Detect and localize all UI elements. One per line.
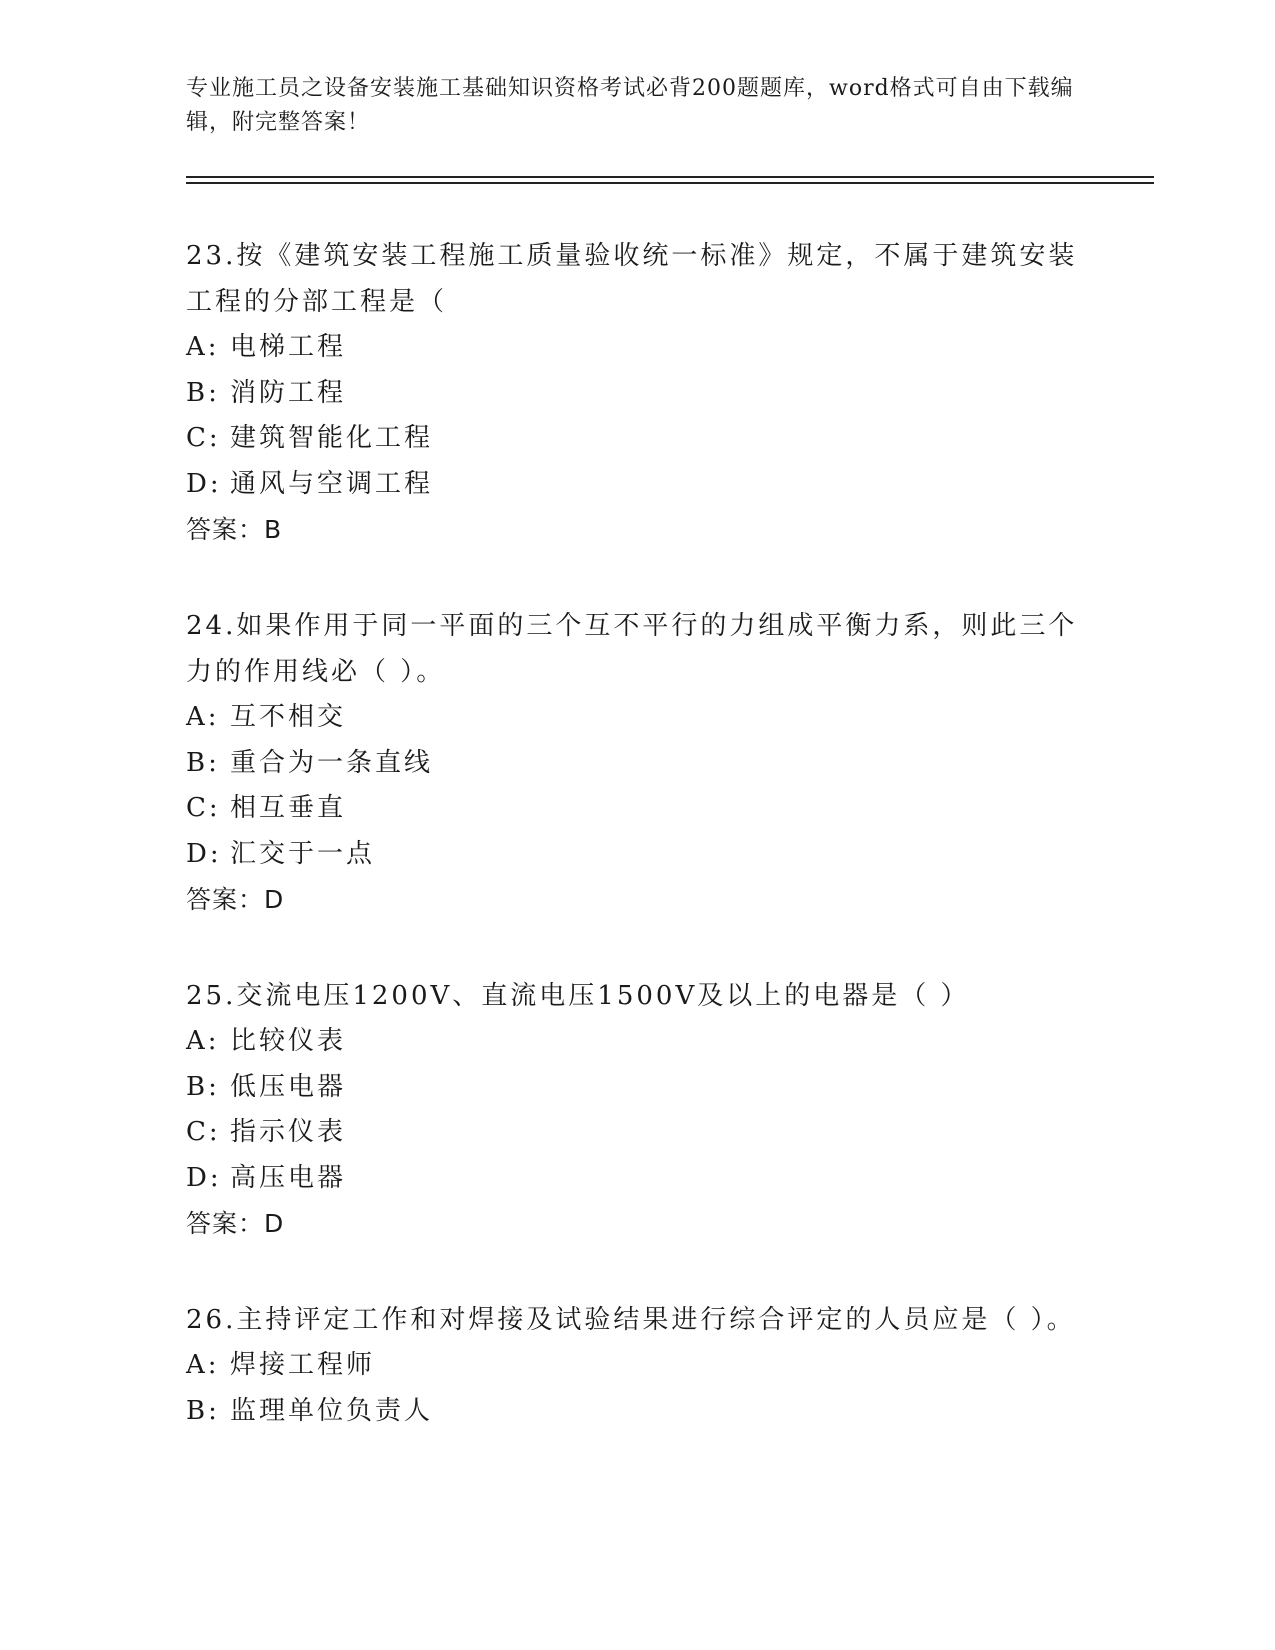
option-text: 低压电器 [230, 1071, 347, 1102]
answer-value: D [264, 885, 285, 914]
option-b [186, 1065, 1086, 1111]
option-d [186, 832, 1086, 878]
option-text: 汇交于一点 [230, 838, 376, 869]
option-b [186, 741, 1086, 787]
question-23 [186, 233, 1086, 553]
answer-label: 答案： [186, 1209, 265, 1238]
question-list [186, 233, 1086, 1484]
option-text: 监理单位负责人 [230, 1395, 434, 1426]
question-text: 24.如果作用于同一平面的三个互不平行的力组成平衡力系，则此三个力的作用线必（ ）。 [186, 611, 1078, 687]
answer-value: D [264, 1209, 285, 1238]
option-c [186, 786, 1086, 832]
option-text: 重合为一条直线 [230, 747, 434, 778]
option-d [186, 1156, 1086, 1202]
document-header: 专业施工员之设备安装施工基础知识资格考试必背200题题库，word格式可自由下载编辑，附完整答案！ [186, 76, 1074, 135]
question-text: 23.按《建筑安装工程施工质量验收统一标准》规定，不属于建筑安装工程的分部工程是（ [186, 241, 1078, 317]
option-a [186, 325, 1086, 371]
question-25 [186, 973, 1086, 1247]
option-key: C: [186, 1117, 221, 1147]
answer-label: 答案： [186, 515, 265, 544]
option-text: 通风与空调工程 [230, 468, 434, 499]
option-key: C: [186, 423, 221, 453]
header-divider-top [186, 176, 1154, 178]
option-key: A: [186, 1350, 220, 1380]
option-text: 互不相交 [230, 702, 347, 732]
option-c [186, 1110, 1086, 1156]
option-text: 相互垂直 [230, 793, 347, 823]
option-text: 建筑智能化工程 [230, 423, 434, 453]
answer-line [186, 507, 1086, 553]
option-key: B: [186, 377, 220, 408]
option-key: D: [186, 468, 222, 499]
option-key: D: [186, 1162, 222, 1193]
question-text: 25.交流电压1200V、直流电压1500V及以上的电器是（ ） [186, 981, 970, 1011]
option-b [186, 371, 1086, 417]
option-text: 指示仪表 [230, 1117, 347, 1147]
option-a [186, 1019, 1086, 1065]
option-key: A: [186, 332, 220, 362]
option-key: C: [186, 793, 221, 823]
answer-line [186, 1201, 1086, 1247]
option-a [186, 1343, 1086, 1389]
option-b [186, 1389, 1086, 1435]
option-text: 焊接工程师 [230, 1350, 376, 1380]
option-key: B: [186, 1071, 220, 1102]
question-26 [186, 1297, 1086, 1434]
option-text: 电梯工程 [230, 332, 347, 362]
question-text: 26.主持评定工作和对焊接及试验结果进行综合评定的人员应是（ ）。 [186, 1305, 1076, 1335]
option-key: B: [186, 1395, 220, 1426]
option-text: 消防工程 [230, 377, 347, 408]
option-key: D: [186, 838, 222, 869]
answer-label: 答案： [186, 885, 265, 914]
option-d [186, 462, 1086, 508]
answer-line [186, 877, 1086, 923]
option-text: 比较仪表 [230, 1026, 347, 1056]
header-divider-bottom [186, 182, 1154, 184]
option-key: B: [186, 747, 220, 778]
option-key: A: [186, 1026, 220, 1056]
answer-value: B [264, 515, 283, 544]
option-text: 高压电器 [230, 1162, 347, 1193]
option-a [186, 695, 1086, 741]
option-key: A: [186, 702, 220, 732]
option-c [186, 416, 1086, 462]
question-24 [186, 603, 1086, 923]
